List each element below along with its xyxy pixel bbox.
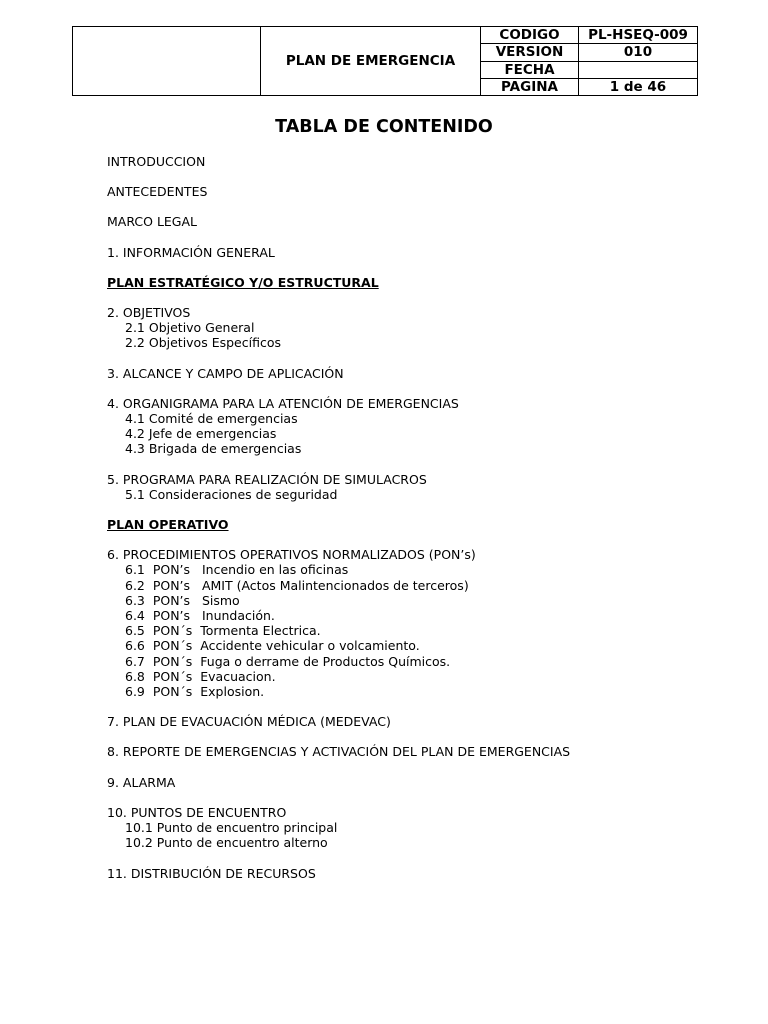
header-label-codigo: CODIGO bbox=[481, 27, 579, 44]
toc-entry-objetivos: 2. OBJETIVOS bbox=[107, 305, 191, 321]
toc-entry-pons: 6. PROCEDIMIENTOS OPERATIVOS NORMALIZADOS (PON’s) bbox=[107, 547, 476, 563]
toc-subentry-brigada: 4.3 Brigada de emergencias bbox=[125, 441, 302, 457]
toc-entry-marco-legal: MARCO LEGAL bbox=[107, 214, 198, 230]
header-value-codigo: PL-HSEQ-009 bbox=[579, 27, 698, 44]
toc-entry-organigrama: 4. ORGANIGRAMA PARA LA ATENCIÓN DE EMERGENCIAS bbox=[107, 395, 459, 411]
header-row-codigo bbox=[73, 27, 698, 44]
toc-subentry-pon-amit: 6.2 PON’s AMIT (Actos Malintencionados de terceros) bbox=[125, 577, 469, 593]
toc-subentry-comite: 4.1 Comité de emergencias bbox=[125, 411, 298, 427]
toc-subentry-pon-accidente: 6.6 PON´s Accidente vehicular o volcamiento. bbox=[125, 638, 420, 654]
header-value-pagina: 1 de 46 bbox=[579, 78, 698, 95]
toc-subentry-objetivo-general: 2.1 Objetivo General bbox=[125, 320, 255, 336]
section-heading-plan-operativo: PLAN OPERATIVO bbox=[107, 517, 229, 533]
toc-entry-puntos: 10. PUNTOS DE ENCUENTRO bbox=[107, 804, 287, 820]
toc-subentry-pon-explosion: 6.9 PON´s Explosion. bbox=[125, 684, 265, 700]
toc-entry-medevac: 7. PLAN DE EVACUACIÓN MÉDICA (MEDEVAC) bbox=[107, 714, 391, 730]
toc-subentry-pon-incendio: 6.1 PON’s Incendio en las oficinas bbox=[125, 562, 349, 578]
toc-entry-introduccion: INTRODUCCION bbox=[107, 154, 206, 169]
header-label-version: VERSION bbox=[481, 44, 579, 61]
toc-subentry-objetivos-especificos: 2.2 Objetivos Específicos bbox=[125, 335, 281, 351]
header-label-pagina: PAGINA bbox=[481, 78, 579, 95]
toc-subentry-jefe: 4.2 Jefe de emergencias bbox=[125, 426, 277, 442]
header-value-version: 010 bbox=[579, 44, 698, 61]
toc-entry-reporte: 8. REPORTE DE EMERGENCIAS Y ACTIVACIÓN DEL PLAN DE EMERGENCIAS bbox=[107, 744, 571, 760]
toc-title: TABLA DE CONTENIDO bbox=[275, 117, 493, 137]
document-title: PLAN DE EMERGENCIA bbox=[261, 27, 481, 96]
toc-subentry-pon-sismo: 6.3 PON’s Sismo bbox=[125, 592, 240, 608]
document-header-table bbox=[72, 26, 698, 96]
toc-entry-recursos: 11. DISTRIBUCIÓN DE RECURSOS bbox=[107, 865, 316, 881]
table-of-contents bbox=[107, 154, 707, 881]
section-heading-plan-estrategico: PLAN ESTRATÉGICO Y/O ESTRUCTURAL bbox=[107, 274, 379, 290]
toc-entry-antecedentes: ANTECEDENTES bbox=[107, 184, 208, 200]
logo-cell bbox=[73, 27, 261, 96]
toc-entry-informacion-general: 1. INFORMACIÓN GENERAL bbox=[107, 244, 275, 260]
toc-entry-simulacros: 5. PROGRAMA PARA REALIZACIÓN DE SIMULACROS bbox=[107, 471, 427, 487]
toc-subentry-pon-evacuacion: 6.8 PON´s Evacuacion. bbox=[125, 668, 276, 684]
toc-subentry-pon-tormenta: 6.5 PON´s Tormenta Electrica. bbox=[125, 623, 321, 639]
toc-subentry-pon-inundacion: 6.4 PON’s Inundación. bbox=[125, 608, 275, 624]
header-value-fecha bbox=[579, 61, 698, 78]
toc-entry-alcance: 3. ALCANCE Y CAMPO DE APLICACIÓN bbox=[107, 365, 344, 381]
toc-subentry-punto-principal: 10.1 Punto de encuentro principal bbox=[125, 820, 338, 836]
toc-subentry-pon-fuga: 6.7 PON´s Fuga o derrame de Productos Químicos. bbox=[125, 653, 451, 669]
toc-entry-alarma: 9. ALARMA bbox=[107, 774, 176, 790]
header-label-fecha: FECHA bbox=[481, 61, 579, 78]
toc-subentry-consideraciones: 5.1 Consideraciones de seguridad bbox=[125, 486, 338, 502]
toc-subentry-punto-alterno: 10.2 Punto de encuentro alterno bbox=[125, 835, 328, 851]
